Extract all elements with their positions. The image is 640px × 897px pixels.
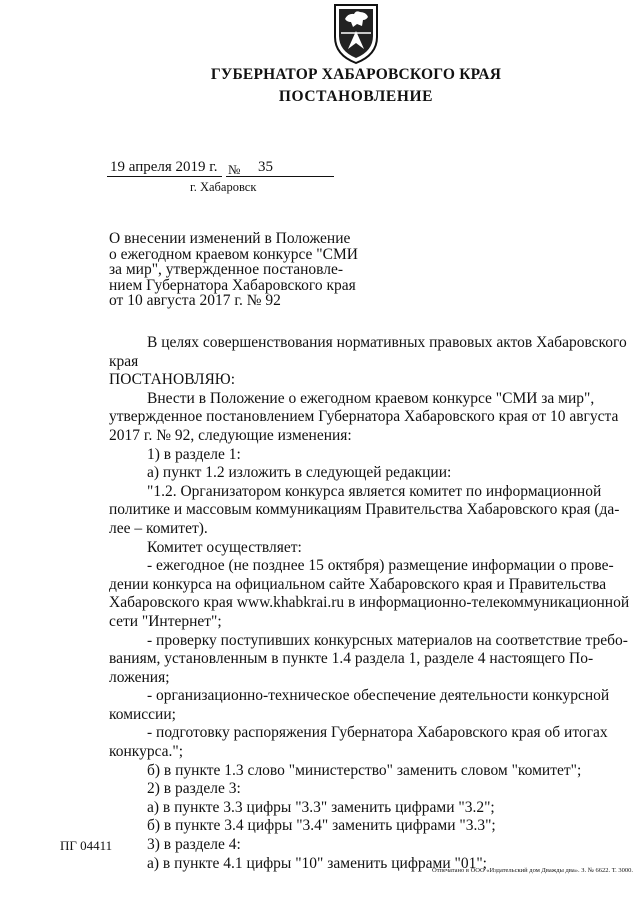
body-line: - подготовку распоряжения Губернатора Хабаровского края об итогах bbox=[147, 724, 608, 742]
body-line: края bbox=[109, 352, 139, 370]
body-line: - организационно-техническое обеспечение деятельности конкурсной bbox=[147, 687, 610, 705]
body-line: утвержденное постановлением Губернатора Хабаровского края от 10 августа bbox=[109, 408, 619, 426]
subject-line: О внесении изменений в Положение bbox=[109, 230, 351, 247]
body-line: - ежегодное (не позднее 15 октября) размещение информации о прове- bbox=[147, 557, 614, 575]
issuer-title: ГУБЕРНАТОР ХАБАРОВСКОГО КРАЯ bbox=[210, 66, 502, 83]
body-line: 3) в разделе 4: bbox=[147, 836, 241, 854]
body-line: - проверку поступивших конкурсных материалов на соответствие требо- bbox=[147, 631, 628, 649]
subject-line: нием Губернатора Хабаровского края bbox=[109, 276, 356, 294]
body-line: а) пункт 1.2 изложить в следующей редакции: bbox=[147, 464, 452, 482]
subject-line: за мир", утвержденное постановле- bbox=[109, 261, 344, 278]
date-underline bbox=[107, 176, 222, 177]
body-line: Хабаровского края www.khabkrai.ru в информационно-телекоммуникационной bbox=[109, 594, 630, 612]
body-line: В целях совершенствования нормативных правовых актов Хабаровского bbox=[147, 334, 627, 351]
document-subject bbox=[109, 230, 358, 309]
body-line: комиссии; bbox=[109, 705, 176, 723]
document-body bbox=[109, 334, 630, 873]
body-line: сети "Интернет"; bbox=[109, 612, 222, 630]
body-line: политике и массовым коммуникациям Правительства Хабаровского края (да- bbox=[109, 501, 620, 519]
number-sign: № bbox=[228, 162, 241, 177]
body-line: "1.2. Организатором конкурса является комитет по информационной bbox=[147, 482, 602, 500]
body-line: а) в пункте 3.3 цифры "3.3" заменить цифрами "3.2"; bbox=[147, 798, 495, 816]
document-date: 19 апреля 2019 г. bbox=[110, 159, 218, 175]
form-code: ПГ 04411 bbox=[60, 838, 113, 853]
body-line: ложения; bbox=[109, 668, 170, 686]
document-number: 35 bbox=[258, 159, 273, 175]
body-line: Комитет осуществляет: bbox=[147, 538, 302, 556]
body-line: ваниям, установленным в пункте 1.4 раздела 1, разделе 4 настоящего По- bbox=[109, 650, 594, 668]
city: г. Хабаровск bbox=[190, 180, 257, 194]
body-line: б) в пункте 1.3 слово "министерство" заменить словом "комитет"; bbox=[147, 761, 582, 779]
printer-imprint: Отпечатано в ООО «Издательский дом Дважды два». З. № 6622. Т. 3000. bbox=[432, 867, 633, 874]
body-line: дении конкурса на официальном сайте Хабаровского края и Правительства bbox=[109, 575, 607, 593]
body-line: б) в пункте 3.4 цифры "3.4" заменить цифрами "3.3"; bbox=[147, 817, 496, 835]
body-line: 2) в разделе 3: bbox=[147, 780, 241, 798]
decree-word: ПОСТАНОВЛЯЮ: bbox=[109, 371, 236, 389]
number-underline bbox=[226, 176, 334, 177]
body-line: лее – комитет). bbox=[109, 519, 208, 537]
body-line: Внести в Положение о ежегодном краевом конкурсе "СМИ за мир", bbox=[147, 389, 595, 407]
body-line: конкурса."; bbox=[109, 743, 184, 761]
body-line: 2017 г. № 92, следующие изменения: bbox=[109, 426, 352, 444]
body-line: а) в пункте 4.1 цифры "10" заменить цифрами "01"; bbox=[147, 854, 487, 872]
subject-line: о ежегодном краевом конкурсе "СМИ bbox=[109, 245, 358, 263]
document-type: ПОСТАНОВЛЕНИЕ bbox=[278, 88, 434, 105]
subject-line: от 10 августа 2017 г. № 92 bbox=[109, 292, 281, 309]
coat-of-arms-icon bbox=[331, 3, 381, 65]
body-line: 1) в разделе 1: bbox=[147, 445, 241, 463]
